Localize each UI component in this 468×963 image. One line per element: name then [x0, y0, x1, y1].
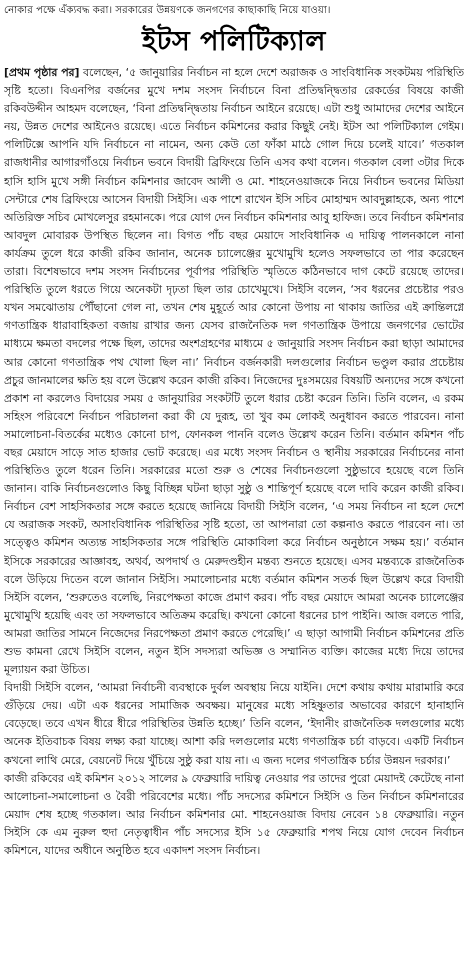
headline-block: [0, 24, 468, 62]
article-paragraph-1: [4, 64, 464, 679]
previous-article-tail: নোকার পক্ষে এঁক্যবদ্ধ করা। সরকারের উন্নয়ণকে জনগণের কাছাকাছি নিয়ে যাওয়া।: [4, 5, 331, 16]
article-paragraph-2: বিদায়ী সিইসি বলেন, ‘আমরা নির্বাচনী ব্যবস্থাকে দুর্বল অবস্থায় নিয়ে যাইনি। দেশে কথায় কথায় মারামারি করে গুঁড়িয়ে দেয়। এটা এক ধরনের সামাজিক অবক্ষয়। মানুষের মধ্যে সহিষ্ণুতার অভাবের কারণে হানাহানি বেড়েছে। তবে এখন ধীরে ধীরে পরিস্থিতির উন্নতি হচ্ছে।’ তিনি বলেন, ‘ইদানীং রাজনৈতিক দলগুলোর মধ্যে অনেক ইতিবাচক বিষয় লক্ষ্য করা যাচ্ছে। আশা করি দলগুলোর মধ্যে গণতান্ত্রিক চর্চা বাড়বে। একটি নির্বাচন কখনো লাথি মেরে, বেয়নেট দিয়ে খুঁচিয়ে সুষ্ঠু করা যায় না। এ জন্য দলের গণতান্ত্রিক চর্চার উন্নয়ন দরকার।’: [4, 681, 464, 767]
paragraph-1-text: বলেছেন, ‘৫ জানুয়ারির নির্বাচন না হলে দেশে অরাজক ও সাংবিধানিক সংকটময় পরিস্থিতি সৃষ্টি হতো। বিএনপির বর্জনের মুখে দশম সংসদ নির্বাচনে বিনা প্রতিদ্বন্দ্বিতার রেকর্ডের বিষয়ে কাজী রকিবউদ্দীন আহমদ বলেছেন, ‘বিনা প্রতিদ্বন্দ্বিতায় নির্বাচন আইনে রয়েছে। এটা শুধু আমাদের দেশের আইনে নয়, উন্নত দেশের আইনেও রয়েছে। এতে নির্বাচন কমিশনের করার কিছুই নেই। ইটস আ পলিটিক্যাল গেইম। পলিটিক্সে আপনি যদি নির্বাচনে না নামেন, অন্য কেউ তো ফাঁকা মাঠে গোল দিয়ে চলেই যাবে।’ গতকাল রাজধানীর আগারগাঁওয়ে নির্বাচন ভবনে বিদায়ী ব্রিফিংয়ে তিনি এসব কথা বলেন। গতকাল বেলা ৩টার দিকে হাসি হাসি মুখে সঙ্গী নির্বাচন কমিশনার জাবেদ আলী ও মো. শাহনেওয়াজকে নিয়ে নির্বাচন ভবনের মিডিয়া সেন্টারে শেষ ব্রিফিংয়ে আসেন বিদায়ী সিইসি। এক পাশে রাখেন ইসি সচিব মোহাম্মদ আবদুল্লাহকে, অন্য পাশে অতিরিক্ত সচিব মোখলেসুর রহমানকে। পরে যোগ দেন নির্বাচন কমিশনার আবু হাফিজ। তবে নির্বাচন কমিশনার আবদুল মোবারক উপস্থিত ছিলেন না। বিগত পাঁচ বছর মেয়াদে সাংবিধানিক এ দায়িত্ব পালনকালে নানা কার্যক্রম তুলে ধরে কাজী রকিব জানান, অনেক চ্যালেঞ্জের মুখোমুখি হলেও সফলভাবে তা পার করেছেন তারা। বিশেষভাবে দশম সংসদ নির্বাচনের পূর্বাপর পরিস্থিতি স্মৃতিতে কঠিনভাবে দাগ কেটে রয়েছে তাদের। পরিস্থিতি তুলে ধরতে গিয়ে অনেকটা দৃঢ়তা ছিল তার চোখেমুখে। সিইসি বলেন, ‘সব ধরনের প্রচেষ্টার পরও যখন সমঝোতায় পৌঁছানো গেল না, তখন শেষ মুহূর্তে আর কোনো উপায় না থাকায় জাতির এই ক্রান্তিলগ্নে গণতান্ত্রিক ধারাবাহিকতা বজায় রাখার জন্য যেসব রাজনৈতিক দল গণতান্ত্রিক উপায়ে জনগণের ভোটের মাধ্যমে ক্ষমতা বদলের পক্ষে ছিল, তাদের অংশগ্রহণের মাধ্যমে ৫ জানুয়ারি সংসদ নির্বাচন করা ছাড়া আমাদের আর কোনো গণতান্ত্রিক পথ খোলা ছিল না।’ নির্বাচন বর্জনকারী দলগুলোর নির্বাচন ভণ্ডুল করার প্রচেষ্টায় প্রচুর জানমালের ক্ষতি হয় বলে উল্লেখ করেন কাজী রকিব। নিজেদের দুঃসময়ের বিষয়টি অন্যদের সঙ্গে কখনো প্রকাশ না করলেও বিদায়ের সময় ৫ জানুয়ারির সংকটটি তুলে ধরার চেষ্টা করেন তিনি। তিনি বলেন, এ রকম সহিংস পরিবেশে নির্বাচন পরিচালনা করা কী যে দুরূহ, তা খুব কম লোকই অনুধাবন করতে পারবেন। নানা সমালোচনা-বিতর্কের মধ্যেও কোনো চাপ, ফোনকল পাননি বলেও উল্লেখ করেন তিনি। বর্তমান কমিশন পাঁচ বছর মেয়াদে সাড়ে সাত হাজার ভোট করেছে। এর মধ্যে সংসদ নির্বাচন ও স্থানীয় সরকারের নির্বাচনের নানা পরিস্থিতিও তুলে ধরেন তিনি। সরকারের মতো শুরু ও শেষের নির্বাচনগুলো সুষ্ঠুভাবে হয়েছে বলে তিনি জানান। বাকি নির্বাচনগুলোও কিছু বিচ্ছিন্ন ঘটনা ছাড়া সুষ্ঠু ও শান্তিপূর্ণ হয়েছে বলে দাবি করেন কাজী রকিব। নির্বাচন বেশ সাহসিকতার সঙ্গে করতে হয়েছে জানিয়ে বিদায়ী সিইসি বলেন, ‘এ সময় নির্বাচন না হলে দেশে যে অরাজক সংকট, অসাংবিধানিক পরিস্থিতির সৃষ্টি হতো, তা আপনারা তো কল্পনাও করতে পারবেন না। তা সত্ত্বেও কমিশন অত্যন্ত সাহসিকতার সঙ্গে পরিস্থিতি মোকাবিলা করে নির্বাচন অনুষ্ঠানে সক্ষম হয়।’ বর্তমান ইসিকে সরকারের আজ্ঞাবহ, অথর্ব, অপদার্থ ও মেরুদণ্ডহীন মন্তব্য শুনতে হয়েছে। এসব মন্তব্যকে রাজনৈতিক বলে উড়িয়ে দিতেন বলে জানান সিইসি। সমালোচনার মধ্যে বর্তমান কমিশন সতর্ক ছিল উল্লেখ করে বিদায়ী সিইসি বলেন, ‘শুরুতেও বলেছি, নিরপেক্ষতা কাজে প্রমাণ করব। পাঁচ বছর মেয়াদে আমরা অনেক চ্যালেঞ্জের মুখোমুখি হয়েছি এবং তা সফলভাবে অতিক্রম করেছি। কখনো কোনো ধরনের চাপ পাইনি। আজ বলতে পারি, আমরা জাতির সামনে নিজেদের নিরপেক্ষতা প্রমাণ করতে পেরেছি।’ এ ছাড়া আগামী নির্বাচন কমিশনের প্রতি শুভ কামনা রেখে সিইসি বলেন, নতুন ইসি সদস্যরা অভিজ্ঞ ও সম্মানিত ব্যক্তি। কাজের মধ্যে দিয়ে তাদের মূল্যায়ন করা উচিত।: [4, 66, 464, 677]
article-paragraph-3: কাজী রকিবের এই কমিশন ২০১২ সালের ৯ ফেব্রুয়ারি দায়িত্ব নেওয়ার পর তাদের পুরো মেয়াদই কেটেছে নানা আলোচনা-সমালোচনা ও বৈরী পরিবেশের মধ্যে। পাঁচ সদস্যের কমিশনে সিইসি ও তিন নির্বাচন কমিশনারের মেয়াদ শেষ হচ্ছে গতকাল। আর নির্বাচন কমিশনার মো. শাহনেওয়াজ বিদায় নেবেন ১৪ ফেব্রুয়ারি। নতুন সিইসি কে এম নুরুল হুদা নেতৃত্বাধীন পাঁচ সদস্যের ইসি ১৫ ফেব্রুয়ারি শপথ নিয়ে যোগ দেবেন নির্বাচন কমিশনে, যাদের অধীনে অনুষ্ঠিত হবে একাদশ সংসদ নির্বাচন।: [4, 771, 464, 858]
continuation-tag: [প্রথম পৃষ্ঠার পর]: [4, 66, 80, 79]
article-headline: ইটস পলিটিক্যাল: [142, 25, 326, 57]
article-body: [4, 64, 464, 959]
